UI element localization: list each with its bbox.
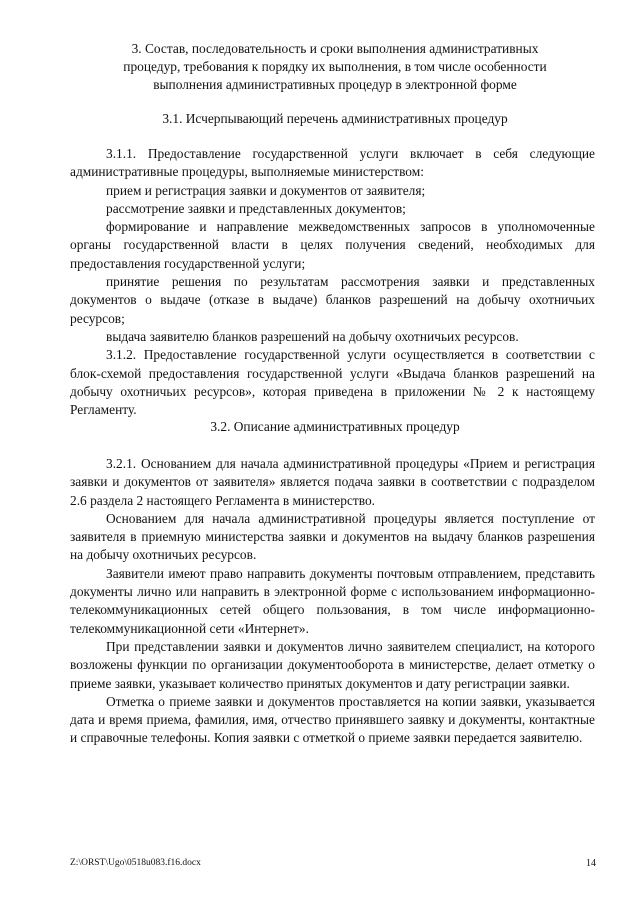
- section-title-line: выполнения административных процедур в электронной форме: [153, 77, 517, 92]
- list-item: рассмотрение заявки и представленных документов;: [106, 200, 406, 216]
- paragraph: 3.1.1. Предоставление государственной услуги включает в себя следующие административные процедуры, выполняемые министерством:: [70, 146, 595, 180]
- list-item: формирование и направление межведомственных запросов в уполномоченные органы государственной власти в целях получения сведений, необходимых для предоставления государственной услуги;: [70, 219, 595, 271]
- paragraph: 3.1.2. Предоставление государственной услуги осуществляется в соответствии с блок-схемой предоставления государственной услуги «Выдача бланков разрешений на добычу охотничьих ресурсов», которая приведена в приложении № 2 к настоящему Регламенту.: [70, 347, 595, 418]
- footer-page-number: 14: [586, 858, 596, 869]
- list-item: принятие решения по результатам рассмотрения заявки и представленных документов о выдаче (отказе в выдаче) бланков разрешений на добычу охотничьих ресурсов;: [70, 274, 595, 326]
- list-item: выдача заявителю бланков разрешений на добычу охотничьих ресурсов.: [106, 328, 519, 344]
- list-item: прием и регистрация заявки и документов от заявителя;: [106, 182, 426, 198]
- section-title-line: процедур, требования к порядку их выполнения, в том числе особенности: [123, 59, 547, 74]
- paragraph: 3.2.1. Основанием для начала административной процедуры «Прием и регистрация заявки и документов от заявителя» является подача заявки в соответствии с подразделом 2.6 раздела 2 настоящего Регламента в министерство.: [70, 456, 595, 508]
- paragraph: При представлении заявки и документов лично заявителем специалист, на которого возложены функции по организации документооборота в министерстве, делает отметку о приеме заявки, указывает количество принятых документов и дату регистрации заявки.: [70, 638, 595, 691]
- subsection-2-body: [70, 455, 595, 748]
- footer-file-path: Z:\ORST\Ugo\0518u083.f16.docx: [70, 858, 201, 868]
- section-title-line: 3. Состав, последовательность и сроки выполнения административных: [131, 41, 539, 56]
- subsection-2-title: 3.2. Описание административных процедур: [210, 419, 460, 434]
- subsection-1-body: [70, 145, 595, 419]
- subsection-1-title: 3.1. Исчерпывающий перечень административных процедур: [162, 111, 508, 126]
- paragraph: Отметка о приеме заявки и документов проставляется на копии заявки, указывается дата и время приема, фамилия, имя, отчество принявшего заявку и документы, контактные и справочные телефоны. Копия заявки с отметкой о приеме заявки передается заявителю.: [70, 693, 595, 746]
- paragraph: Основанием для начала административной процедуры является поступление от заявителя в приемную министерства заявки и документов на выдачу бланков разрешения на добычу охотничьих ресурсов.: [70, 510, 595, 563]
- section-title: [70, 40, 600, 94]
- paragraph: Заявители имеют право направить документы почтовым отправлением, представить документы лично или направить в электронной форме с использованием информационно-телекоммуникационных сетей общего пользования, в том числе информационно-телекоммуникационной сети «Интернет».: [70, 565, 595, 636]
